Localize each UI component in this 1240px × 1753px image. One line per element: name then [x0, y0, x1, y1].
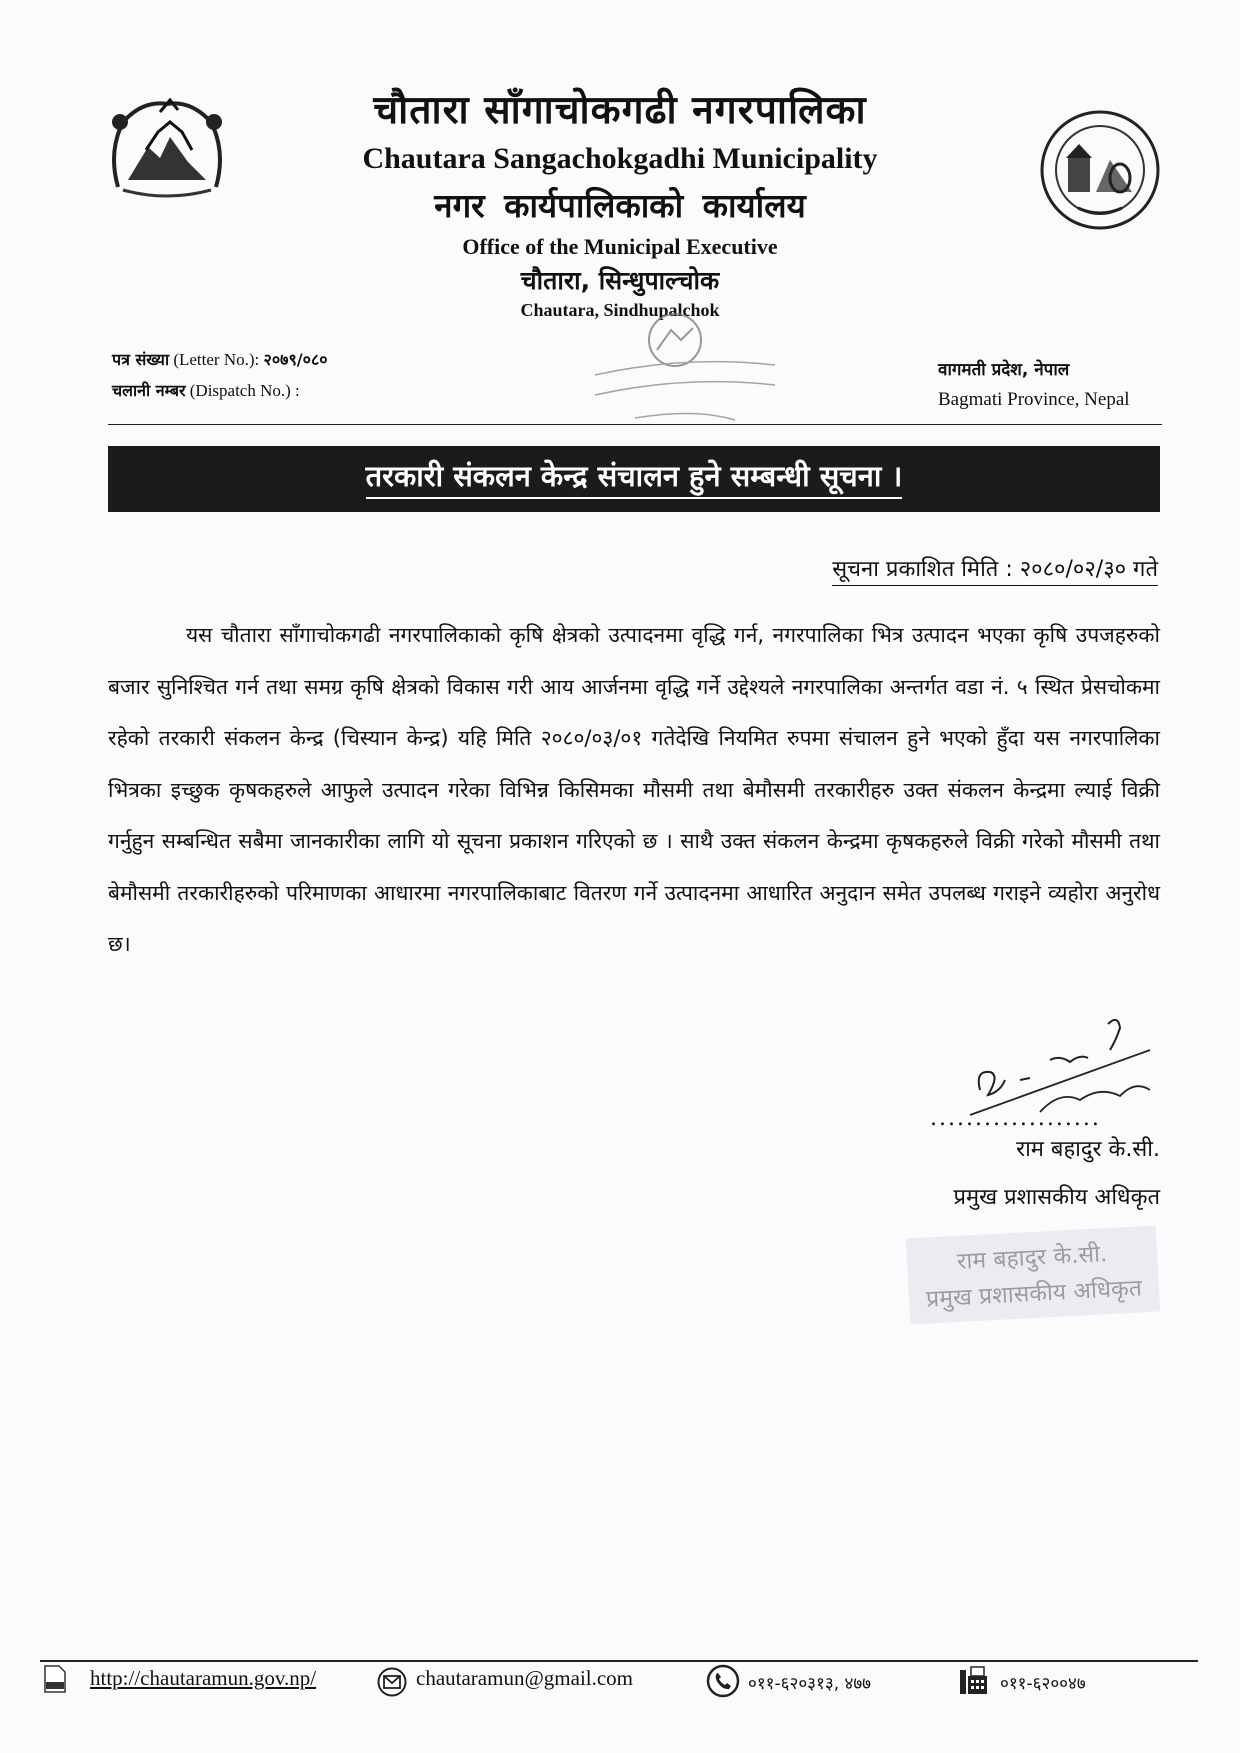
stamp-line-1: राम बहादुर के.सी. [956, 1241, 1108, 1275]
url-icon [42, 1664, 68, 1694]
website-link[interactable]: http://chautaramun.gov.np/ [90, 1666, 317, 1690]
municipality-name-english: Chautara Sangachokgadhi Municipality [362, 142, 878, 175]
signatory-title: प्रमुख प्रशासकीय अधिकृत [953, 1185, 1160, 1210]
phone-number: ०११-६२०३१३, ४७७ [748, 1674, 872, 1694]
dispatch-label-nepali: चलानी नम्बर [112, 381, 186, 400]
office-name-english: Office of the Municipal Executive [462, 234, 778, 259]
signatory-name: राम बहादुर के.सी. [1016, 1137, 1160, 1162]
footer-divider [40, 1660, 1198, 1662]
dispatch-number [112, 379, 300, 401]
province-english: Bagmati Province, Nepal [938, 389, 1130, 410]
letter-label-english: (Letter No.): [173, 350, 260, 369]
location-nepali: चौतारा, सिन्धुपाल्चोक [520, 266, 720, 295]
fax-number: ०११-६२००४७ [1000, 1674, 1086, 1694]
notice-title-bar [108, 446, 1160, 512]
mail-icon [376, 1667, 408, 1697]
letter-label-nepali: पत्र संख्या [112, 350, 170, 369]
published-date: सूचना प्रकाशित मिति : २०८०/०२/३० गते [832, 553, 1158, 586]
phone-icon [706, 1664, 740, 1698]
office-stamp [585, 300, 785, 450]
stamp-line-2: प्रमुख प्रशासकीय अधिकृत [925, 1275, 1143, 1313]
email-address[interactable]: chautaramun@gmail.com [416, 1666, 634, 1690]
header-divider [108, 424, 1162, 425]
dispatch-label-english: (Dispatch No.) : [189, 381, 300, 400]
location-english: Chautara, Sindhupalchok [520, 300, 720, 320]
letter-value: २०७९/०८० [263, 350, 328, 369]
fax-icon [956, 1664, 990, 1698]
municipality-name-nepali: चौतारा साँगाचोकगढी नगरपालिका [373, 88, 867, 133]
office-name-nepali: नगर कार्यपालिकाको कार्यालय [434, 186, 806, 225]
name-stamp [906, 1226, 1160, 1325]
signature-line: ................... [930, 1106, 1101, 1131]
notice-title: तरकारी संकलन केन्द्र संचालन हुने सम्बन्धी सूचना । [108, 456, 1160, 495]
letter-number [112, 348, 328, 370]
province-nepali: वागमती प्रदेश, नेपाल [938, 360, 1070, 380]
notice-body: यस चौतारा साँगाचोकगढी नगरपालिकाको कृषि क्षेत्रको उत्पादनमा वृद्धि गर्न, नगरपालिका भित्र उत्पादन भएका कृषि उपजहरुको बजार सुनिश्चित गर्न तथा समग्र कृषि क्षेत्रको विकास गरी आय आर्जनमा वृद्धि गर्ने उद्देश्यले नगरपालिका अन्तर्गत वडा नं. ५ स्थित प्रेसचोकमा रहेको तरकारी संकलन केन्द्र (चिस्यान केन्द्र) यहि मिति २०८०/०३/०१ गतेदेखि नियमित रुपमा संचालन हुने भएको हुँदा यस नगरपालिका भित्रका इच्छुक कृषकहरुले आफुले उत्पादन गरेका विभिन्न किसिमका मौसमी तथा बेमौसमी तरकारीहरु उक्त संकलन केन्द्रमा ल्याई विक्री गर्नुहुन सम्बन्धित सबैमा जानकारीका लागि यो सूचना प्रकाशन गरिएको छ । साथै उक्त संकलन केन्द्रमा कृषकहरुले विक्री गरेको मौसमी तथा बेमौसमी तरकारीहरुको परिमाणका आधारमा नगरपालिकाबाट वितरण गर्ने उत्पादनमा आधारित अनुदान समेत उपलब्ध गराइने व्यहोरा अनुरोध छ। [108, 623, 1160, 956]
